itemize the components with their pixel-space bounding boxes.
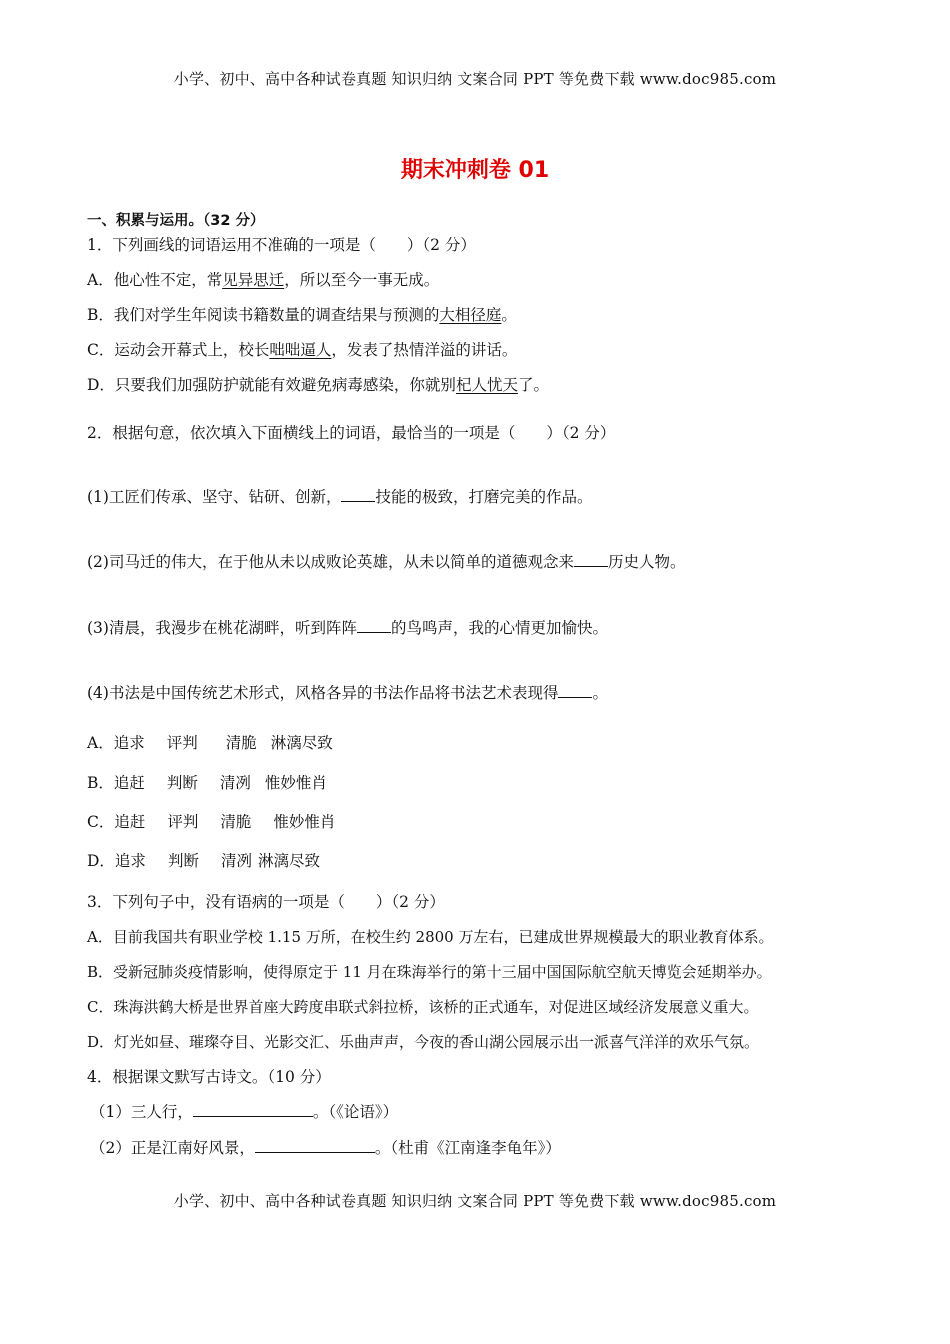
q3-option-b: B．受新冠肺炎疫情影响，使得原定于 11 月在珠海举行的第十三届中国国际航空航天博览会延期举办。 [87,963,772,981]
q1-b-underlined: 大相径庭 [439,306,502,324]
q2-a-word-3: 清脆 [225,734,257,752]
q1-c-pre: C．运动会开幕式上，校长 [87,341,270,359]
page-header: 小学、初中、高中各种试卷真题 知识归纳 文案合同 PPT 等免费下载 www.doc985.com [173,70,777,88]
q1-b-post: 。 [501,306,517,324]
q2-stem: 2．根据句意，依次填入下面横线上的词语，最恰当的一项是（ ）（2 分） [87,424,616,442]
q2-option-a [87,733,333,753]
q2-d-word-4: 淋漓尽致 [257,852,320,870]
q2-s2-pre: (2)司马迁的伟大，在于他从未以成败论英雄，从未以简单的道德观念来 [87,553,574,571]
q4-p2-pre: （2）正是江南好风景， [90,1139,255,1157]
q2-c-word-1: C．追赶 [87,813,146,831]
q2-b-word-4: 惟妙惟肖 [264,774,327,792]
q1-option-b [87,305,517,325]
q4-p1-post: 。（《论语》） [312,1103,399,1121]
q1-a-post: ，所以至今一事无成。 [284,271,440,289]
q2-a-word-4: 淋漓尽致 [270,734,333,752]
fill-blank [193,1102,313,1117]
q1-option-c [87,340,517,360]
q1-a-pre: A．他心性不定，常 [87,271,223,289]
q2-s3-post: 的鸟鸣声，我的心情更加愉快。 [390,619,608,637]
q2-s4-post: 。 [592,684,608,702]
q1-d-pre: D．只要我们加强防护就能有效避免病毒感染，你就别 [87,376,456,394]
q2-d-word-3: 清冽 [220,852,252,870]
q2-b-word-1: B．追赶 [87,774,145,792]
q2-d-word-1: D．追求 [87,852,146,870]
q1-d-post: 了。 [517,376,549,394]
q2-b-word-3: 清冽 [219,774,251,792]
fill-blank [341,487,375,502]
q2-sentence-1 [87,487,592,507]
q4-p1-pre: （1）三人行， [90,1103,193,1121]
q2-c-word-4: 惟妙惟肖 [273,813,336,831]
page-title: 期末冲刺卷 01 [400,158,550,183]
q2-option-c [87,812,335,832]
q2-c-word-2: 评判 [167,813,199,831]
fill-blank [558,683,592,698]
section-heading: 一、积累与运用。（32 分） [87,213,265,229]
q3-stem: 3．下列句子中，没有语病的一项是（ ）（2 分） [87,893,445,911]
q2-sentence-3 [87,618,608,638]
fill-blank [255,1138,375,1153]
q2-sentence-4 [87,683,608,703]
q1-c-post: ，发表了热情洋溢的讲话。 [331,341,518,359]
q1-stem: 1．下列画线的词语运用不准确的一项是（ ）（2 分） [87,236,476,254]
q3-option-a: A．目前我国共有职业学校 1.15 万所，在校生约 2800 万左右，已建成世界规模最大的职业教育体系。 [87,928,774,946]
q2-b-word-2: 判断 [166,774,198,792]
q3-option-d: D．灯光如昼、璀璨夺目、光影交汇、乐曲声声，今夜的香山湖公园展示出一派喜气洋洋的欢乐气氛。 [87,1033,760,1051]
q2-s1-pre: (1)工匠们传承、坚守、钻研、创新， [87,488,342,506]
q2-a-word-2: 评判 [166,734,198,752]
q4-poem-2 [90,1138,561,1158]
q2-d-word-2: 判断 [167,852,199,870]
q2-s2-post: 历史人物。 [607,553,686,571]
q4-poem-1 [90,1102,398,1122]
fill-blank [357,618,391,633]
q4-p2-post: 。（杜甫《江南逢李龟年》） [374,1139,561,1157]
q1-option-d [87,375,549,395]
q2-c-word-3: 清脆 [220,813,252,831]
q2-s4-pre: (4)书法是中国传统艺术形式，风格各异的书法作品将书法艺术表现得 [87,684,559,702]
q2-a-word-1: A．追求 [87,734,145,752]
q1-c-underlined: 咄咄逼人 [269,341,332,359]
q3-option-c: C．珠海洪鹤大桥是世界首座大跨度串联式斜拉桥，该桥的正式通车，对促进区域经济发展意义重大。 [87,998,759,1016]
q2-sentence-2 [87,552,685,572]
q4-stem: 4．根据课文默写古诗文。（10 分） [87,1068,331,1086]
q2-option-b [87,773,327,793]
fill-blank [574,552,608,567]
q1-b-pre: B．我们对学生年阅读书籍数量的调查结果与预测的 [87,306,440,324]
q2-s1-post: 技能的极致，打磨完美的作品。 [375,488,593,506]
q2-s3-pre: (3)清晨，我漫步在桃花湖畔，听到阵阵 [87,619,357,637]
q1-a-underlined: 见异思迁 [222,271,285,289]
page-footer: 小学、初中、高中各种试卷真题 知识归纳 文案合同 PPT 等免费下载 www.doc985.com [173,1192,777,1210]
q1-option-a [87,270,439,290]
q2-option-d [87,851,320,871]
q1-d-underlined: 杞人忧天 [455,376,518,394]
